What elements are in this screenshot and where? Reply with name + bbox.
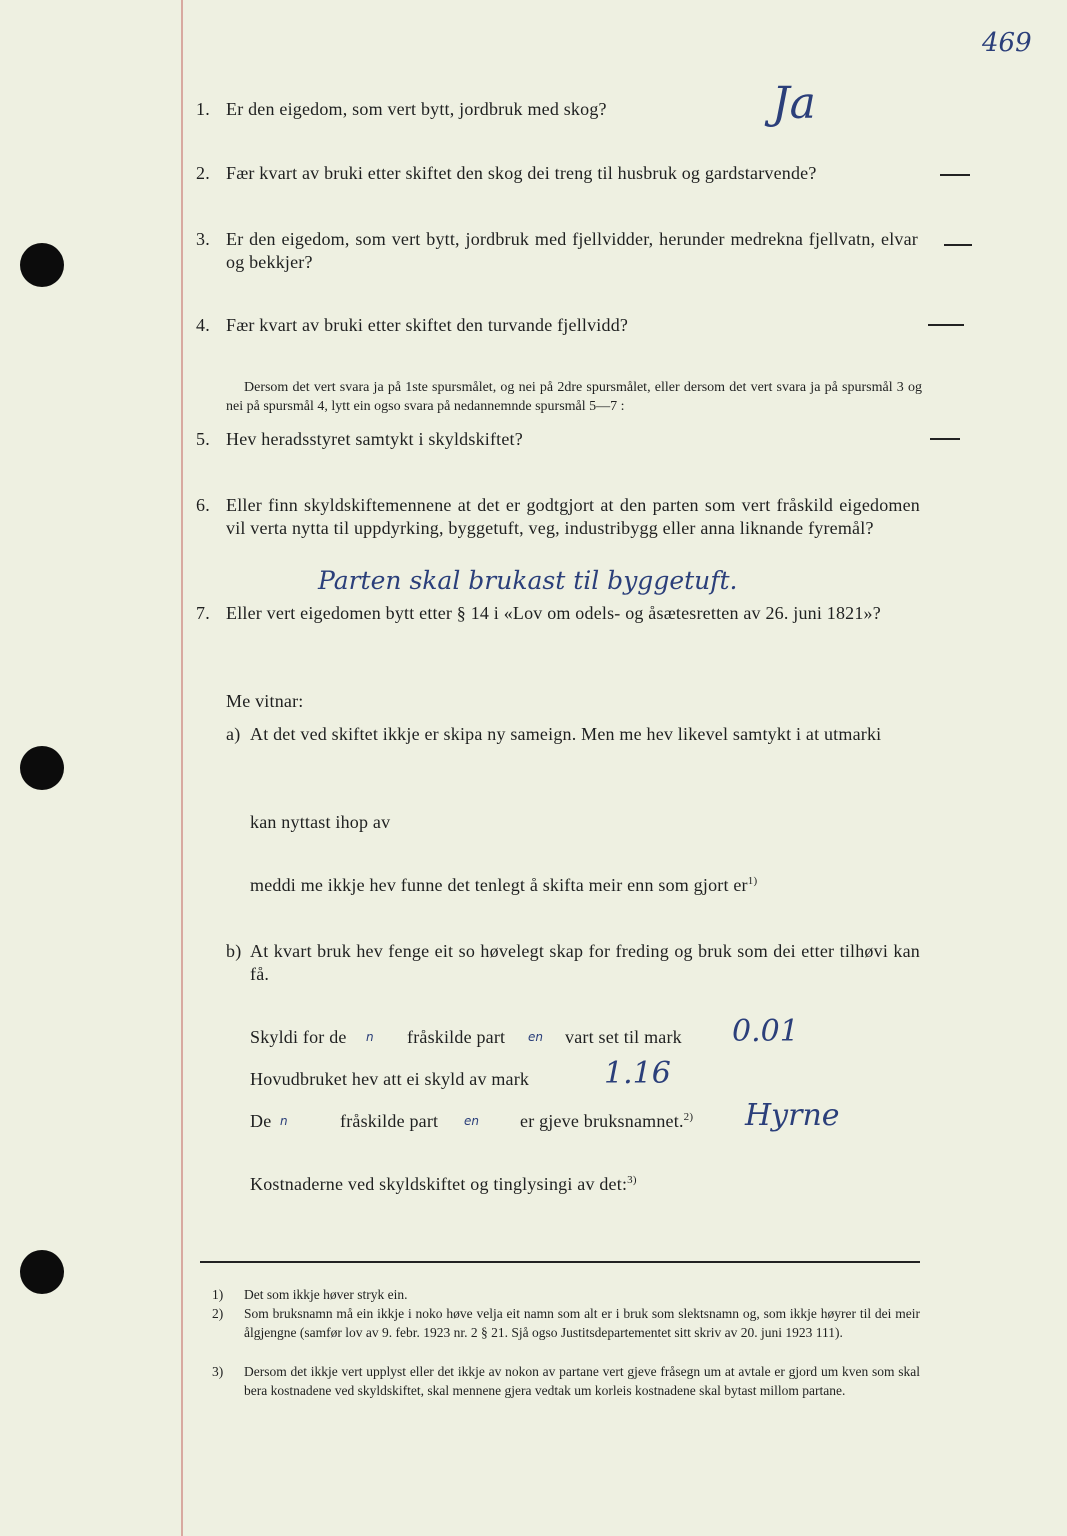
witness-a-text: At det ved skiftet ikkje er skipa ny sameign. Men me hev likevel samtykt i at utmarki: [250, 724, 882, 744]
footnote-ref: 1): [747, 875, 758, 887]
answer-dash: [930, 438, 960, 440]
skyld-line4: [250, 1173, 637, 1196]
skyld-line1-a: Skyldi for de: [250, 1027, 347, 1047]
question-text: Fær kvart av bruki etter skiftet den turvande fjellvidd?: [226, 315, 629, 335]
footnote-number: 3): [212, 1364, 224, 1379]
question-number: 2.: [196, 163, 210, 183]
answer-handwritten: Ja: [772, 78, 816, 129]
footnote-number: 1): [212, 1287, 224, 1302]
skyld-line1-b: fråskilde part: [407, 1027, 506, 1047]
witness-heading: Me vitnar:: [226, 691, 304, 711]
footnote-text: Det som ikkje høver stryk ein.: [244, 1287, 408, 1302]
question-text: Hev heradsstyret samtykt i skyldskiftet?: [226, 429, 523, 449]
skyld-line1-c: vart set til mark: [565, 1027, 682, 1047]
punch-hole: [20, 243, 64, 287]
page-number: 469: [982, 28, 1032, 58]
question-text: Eller vert eigedomen bytt etter § 14 i «Lov om odels- og åsætesretten av 26. juni 1821»?: [226, 603, 881, 623]
question-text: Fær kvart av bruki etter skiftet den skog dei treng til husbruk og gardstarvende?: [226, 163, 817, 183]
skyld-line3-b: fråskilde part: [340, 1111, 439, 1131]
bruksnamn-handwritten: Hyrne: [745, 1098, 840, 1133]
footnote-number: 2): [212, 1306, 224, 1321]
question-number: 7.: [196, 603, 210, 623]
footnote-ref: 3): [627, 1174, 637, 1186]
skyld-value-handwritten: 1.16: [604, 1056, 671, 1091]
skyld-line3-fill2: en: [464, 1114, 479, 1128]
skyld-line4-text: Kostnaderne ved skyldskiftet og tinglysingi av det:: [250, 1174, 628, 1194]
question-number: 5.: [196, 429, 210, 449]
footnote-text: Som bruksnamn må ein ikkje i noko høve velja eit namn som alt er i bruk som slektsnamn og, som ikkje høyrer til dei meir ålgjengne (samfør lov av 9. febr. 1923 nr. 2 § 21. Sjå ogso Justitsdepartementet sitt skriv av 20. juni 1923 111).: [244, 1306, 920, 1340]
answer-dash: [928, 324, 964, 326]
skyld-line1-fill1: n: [366, 1030, 374, 1044]
footnote-divider: [200, 1261, 920, 1263]
answer-dash: [940, 174, 970, 176]
margin-line: [181, 0, 183, 1536]
witness-a-line3: [250, 874, 757, 897]
skyld-value-handwritten: 0.01: [732, 1014, 799, 1049]
footnote-text: Dersom det ikkje vert upplyst eller det ikkje av nokon av partane vert gjeve fråsegn um at avtale er gjord um kven som skal bera kostnadene ved skyldskiftet, skal mennene gjera vedtak um korleis kostnadene skal bytast millom partane.: [244, 1364, 920, 1398]
answer-dash: [944, 244, 972, 246]
instruction-text: Dersom det vert svara ja på 1ste spursmålet, og nei på 2dre spursmålet, eller dersom det vert svara ja på spursmål 3 og nei på spursmål 4, lytt ein ogso svara på nedannemnde spursmål 5—7 :: [226, 380, 922, 414]
punch-hole: [20, 746, 64, 790]
skyld-line2: Hovudbruket hev att ei skyld av mark: [250, 1069, 530, 1089]
footnote-ref: 2): [683, 1111, 694, 1123]
question-number: 3.: [196, 229, 210, 249]
question-number: 1.: [196, 99, 210, 119]
skyld-line3-fill1: n: [280, 1114, 288, 1128]
witness-b-text: At kvart bruk hev fenge eit so høvelegt skap for freding og bruk som dei etter tilhøvi kan få.: [250, 941, 920, 984]
question-number: 4.: [196, 315, 210, 335]
witness-a-line2: kan nyttast ihop av: [250, 812, 391, 832]
skyld-line3-c-text: er gjeve bruksnamnet.: [520, 1111, 684, 1131]
question-text: Eller finn skyldskiftemennene at det er godtgjort at den parten som vert fråskild eigedomen vil verta nytta til uppdyrking, byggetuft, veg, industribygg eller anna liknande fyremål?: [226, 495, 920, 538]
question-number: 6.: [196, 495, 210, 515]
witness-b-label: b): [226, 941, 242, 961]
question-text: Er den eigedom, som vert bytt, jordbruk med skog?: [226, 99, 607, 119]
answer-handwritten: Parten skal brukast til byggetuft.: [318, 566, 738, 595]
skyld-line3-c: [520, 1110, 693, 1133]
skyld-line1-fill2: en: [528, 1030, 543, 1044]
question-text: Er den eigedom, som vert bytt, jordbruk med fjellvidder, herunder medrekna fjellvatn, elvar og bekkjer?: [226, 229, 918, 272]
witness-a-line3-text: meddi me ikkje hev funne det tenlegt å skifta meir enn som gjort er: [250, 875, 748, 895]
witness-a-label: a): [226, 724, 241, 744]
skyld-line3-a: De: [250, 1111, 272, 1131]
punch-hole: [20, 1250, 64, 1294]
